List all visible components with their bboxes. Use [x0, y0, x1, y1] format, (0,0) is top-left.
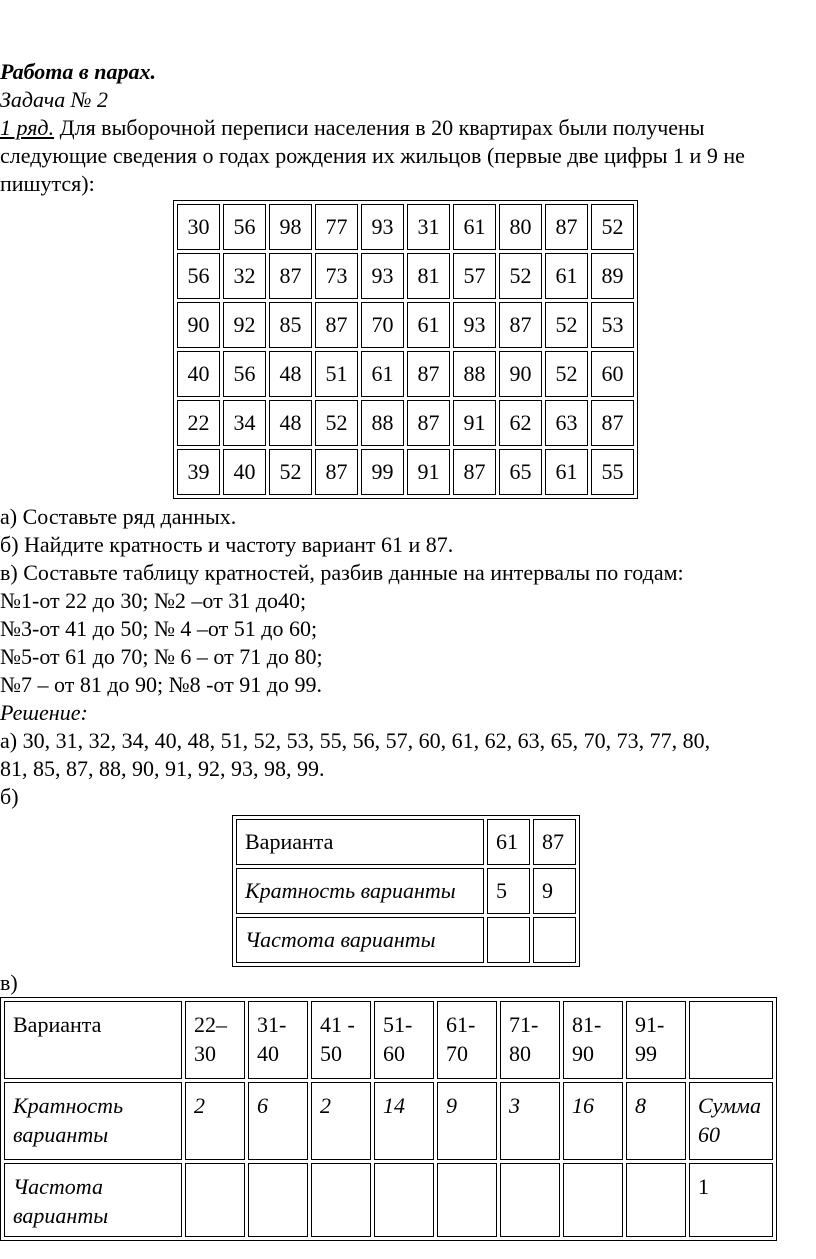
interval-line-1: №1-от 22 до 30; №2 –от 31 до40; — [0, 588, 307, 613]
table-row — [236, 819, 576, 865]
grid-cell: 48 — [269, 351, 312, 397]
table-cell: Кратность варианты — [236, 868, 484, 914]
table-cell: 3 — [500, 1082, 560, 1160]
table-cell — [185, 1163, 245, 1237]
b-label: б) — [0, 784, 19, 809]
table-cell: 2 — [311, 1082, 371, 1160]
grid-cell: 92 — [223, 302, 266, 348]
solution-label: Решение: — [0, 700, 88, 725]
table-cell: 81- 90 — [563, 1001, 623, 1079]
grid-cell: 87 — [591, 400, 634, 446]
row-label: 1 ряд. — [0, 115, 55, 140]
table-cell: 5 — [487, 868, 530, 914]
grid-cell: 55 — [591, 449, 634, 495]
grid-cell: 31 — [407, 204, 450, 250]
question-a: а) Составьте ряд данных. — [0, 504, 237, 529]
grid-cell: 30 — [177, 204, 220, 250]
grid-cell: 87 — [315, 449, 358, 495]
grid-cell: 52 — [269, 449, 312, 495]
interval-line-3: №5-от 61 до 70; № 6 – от 71 до 80; — [0, 644, 323, 669]
grid-cell: 87 — [315, 302, 358, 348]
intro-text: Для выборочной переписи населения в 20 квартирах были получены следующие сведения о годах рождения их жильцов (первые две цифры 1 и 9 не пишутся): — [0, 115, 745, 196]
grid-cell: 88 — [361, 400, 404, 446]
interval-line-4: №7 – от 81 до 90; №8 -от 91 до 99. — [0, 672, 322, 697]
grid-cell: 52 — [499, 253, 542, 299]
table-row — [177, 400, 634, 446]
grid-cell: 87 — [545, 204, 588, 250]
grid-cell: 73 — [315, 253, 358, 299]
grid-cell: 56 — [223, 204, 266, 250]
table-cell: 61- 70 — [437, 1001, 497, 1079]
grid-cell: 93 — [453, 302, 496, 348]
grid-cell: 61 — [453, 204, 496, 250]
table-cell — [626, 1163, 686, 1237]
grid-cell: 52 — [545, 302, 588, 348]
task-label: Задача № 2 — [0, 87, 108, 112]
grid-cell: 70 — [361, 302, 404, 348]
table-cell — [437, 1163, 497, 1237]
table-cell — [563, 1163, 623, 1237]
table-cell: Варианта — [4, 1001, 182, 1079]
table-cell — [533, 917, 576, 963]
table-cell: 14 — [374, 1082, 434, 1160]
variant-61-87-table — [232, 815, 580, 967]
v-label: в) — [0, 970, 18, 995]
grid-cell: 22 — [177, 400, 220, 446]
table-cell: 22– 30 — [185, 1001, 245, 1079]
interval-line-2: №3-от 41 до 50; № 4 –от 51 до 60; — [0, 616, 318, 641]
table-cell — [311, 1163, 371, 1237]
grid-cell: 91 — [453, 400, 496, 446]
grid-cell: 89 — [591, 253, 634, 299]
table-row — [177, 253, 634, 299]
grid-cell: 87 — [269, 253, 312, 299]
grid-cell: 65 — [499, 449, 542, 495]
grid-cell: 61 — [361, 351, 404, 397]
table-cell: 87 — [533, 819, 576, 865]
table-cell: 9 — [437, 1082, 497, 1160]
table-cell: Частота варианты — [4, 1163, 182, 1237]
table-cell: 51- 60 — [374, 1001, 434, 1079]
grid-cell: 51 — [315, 351, 358, 397]
table-row — [236, 868, 576, 914]
table-cell — [248, 1163, 308, 1237]
heading: Работа в парах. — [0, 59, 156, 84]
grid-cell: 61 — [545, 449, 588, 495]
grid-cell: 80 — [499, 204, 542, 250]
table-row — [177, 204, 634, 250]
table-cell — [689, 1001, 773, 1079]
grid-cell: 99 — [361, 449, 404, 495]
question-c: в) Составьте таблицу кратностей, разбив данные на интервалы по годам: — [0, 560, 684, 585]
grid-cell: 81 — [407, 253, 450, 299]
table-cell: 71- 80 — [500, 1001, 560, 1079]
table-cell: 6 — [248, 1082, 308, 1160]
grid-cell: 34 — [223, 400, 266, 446]
grid-cell: 90 — [499, 351, 542, 397]
grid-cell: 56 — [223, 351, 266, 397]
grid-cell: 93 — [361, 253, 404, 299]
table-cell: 16 — [563, 1082, 623, 1160]
grid-cell: 88 — [453, 351, 496, 397]
table-cell — [487, 917, 530, 963]
table-cell — [500, 1163, 560, 1237]
question-b: б) Найдите кратность и частоту вариант 61 и 87. — [0, 532, 454, 557]
table-cell: 61 — [487, 819, 530, 865]
grid-cell: 39 — [177, 449, 220, 495]
table-row — [177, 302, 634, 348]
table-row — [236, 917, 576, 963]
table-cell: Кратность варианты — [4, 1082, 182, 1160]
solution-a-line-1: а) 30, 31, 32, 34, 40, 48, 51, 52, 53, 55, 56, 57, 60, 61, 62, 63, 65, 70, 73, 77, 80, — [0, 728, 711, 753]
grid-cell: 90 — [177, 302, 220, 348]
table-cell: 9 — [533, 868, 576, 914]
table-cell: 91- 99 — [626, 1001, 686, 1079]
grid-cell: 87 — [499, 302, 542, 348]
grid-cell: 63 — [545, 400, 588, 446]
document-page — [0, 58, 812, 1241]
grid-cell: 52 — [591, 204, 634, 250]
grid-cell: 61 — [545, 253, 588, 299]
grid-cell: 52 — [545, 351, 588, 397]
interval-frequency-table — [0, 997, 777, 1241]
birth-years-grid — [173, 200, 638, 499]
intro-paragraph — [0, 114, 812, 198]
table-row — [4, 1163, 773, 1237]
table-cell: Сумма 60 — [689, 1082, 773, 1160]
grid-cell: 85 — [269, 302, 312, 348]
table-cell — [374, 1163, 434, 1237]
grid-cell: 87 — [453, 449, 496, 495]
grid-cell: 52 — [315, 400, 358, 446]
table-row — [177, 449, 634, 495]
grid-cell: 87 — [407, 351, 450, 397]
grid-cell: 61 — [407, 302, 450, 348]
table-row — [177, 351, 634, 397]
grid-cell: 87 — [407, 400, 450, 446]
table-cell: 8 — [626, 1082, 686, 1160]
table-cell: 2 — [185, 1082, 245, 1160]
grid-cell: 32 — [223, 253, 266, 299]
grid-cell: 40 — [223, 449, 266, 495]
grid-cell: 62 — [499, 400, 542, 446]
table-row — [4, 1082, 773, 1160]
grid-cell: 60 — [591, 351, 634, 397]
table-cell: Варианта — [236, 819, 484, 865]
grid-cell: 57 — [453, 253, 496, 299]
table-cell: 41 - 50 — [311, 1001, 371, 1079]
table-cell: 31- 40 — [248, 1001, 308, 1079]
grid-cell: 98 — [269, 204, 312, 250]
grid-cell: 56 — [177, 253, 220, 299]
grid-cell: 48 — [269, 400, 312, 446]
grid-cell: 40 — [177, 351, 220, 397]
table-cell: Частота варианты — [236, 917, 484, 963]
table-cell: 1 — [689, 1163, 773, 1237]
table-row — [4, 1001, 773, 1079]
grid-cell: 77 — [315, 204, 358, 250]
grid-cell: 93 — [361, 204, 404, 250]
grid-cell: 91 — [407, 449, 450, 495]
solution-a-line-2: 81, 85, 87, 88, 90, 91, 92, 93, 98, 99. — [0, 756, 325, 781]
grid-cell: 53 — [591, 302, 634, 348]
